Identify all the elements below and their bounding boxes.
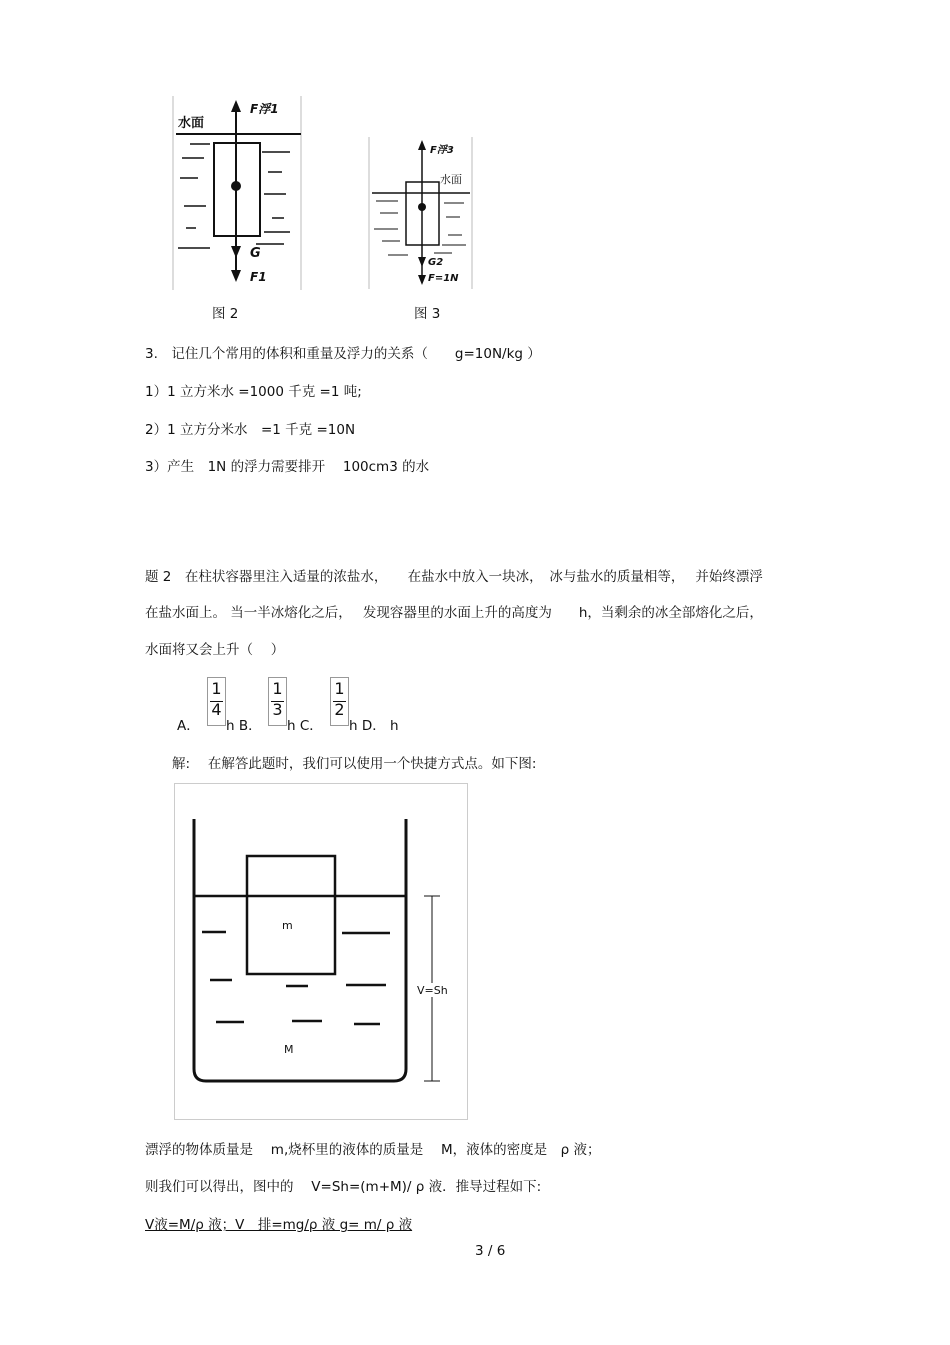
option-d-label: h D． h	[349, 718, 399, 734]
figure-2	[172, 96, 304, 290]
section-heading: 3. 记住几个常用的体积和重量及浮力的关系（ g=10N/kg ）	[145, 346, 541, 362]
gravity-label: G	[250, 246, 261, 261]
derivation-line: V液=M/ρ 液；V 排=mg/ρ 液 g= m/ ρ 液	[145, 1217, 413, 1233]
fraction-one-half: 1 2	[330, 677, 349, 726]
buoyancy-label: F浮1	[250, 102, 279, 116]
option-a-label: A．	[177, 718, 200, 734]
problem-text: 题 2 在柱状容器里注入适量的浓盐水， 在盐水中放入一块冰， 冰与盐水的质量相等， 并始终漂浮	[145, 569, 763, 585]
solution-intro: 解: 在解答此题时，我们可以使用一个快捷方式点。如下图:	[172, 756, 537, 772]
list-item: 2）1 立方分米水 =1 千克 =10N	[145, 422, 356, 438]
page-number: 3 / 6	[475, 1243, 506, 1259]
explanation-line: 则我们可以得出，图中的 V=Sh=(m+M)/ ρ 液．推导过程如下:	[145, 1179, 542, 1195]
water-surface-label: 水面	[440, 173, 462, 186]
force-label: F=1N	[428, 273, 459, 284]
buoyancy-label: F浮3	[430, 145, 454, 156]
force-label: F1	[250, 270, 267, 284]
fraction-one-quarter: 1 4	[207, 677, 226, 726]
beaker-diagram	[174, 783, 468, 1120]
list-item: 1）1 立方米水 =1000 千克 =1 吨;	[145, 384, 362, 400]
gravity-label: G2	[428, 257, 444, 268]
problem-text: 水面将又会上升（ ）	[145, 642, 285, 658]
option-c-label: h C．	[287, 718, 323, 734]
object-mass-label: m	[282, 919, 293, 932]
figure-2-caption: 图 2	[212, 306, 239, 322]
figure-3	[368, 137, 474, 289]
liquid-mass-label: M	[284, 1043, 294, 1056]
option-b-label: h B．	[226, 718, 262, 734]
list-item: 3）产生 1N 的浮力需要排开 100cm3 的水	[145, 459, 430, 475]
figure-3-caption: 图 3	[414, 306, 441, 322]
explanation-line: 漂浮的物体质量是 m,烧杯里的液体的质量是 M，液体的密度是 ρ 液；	[145, 1142, 601, 1158]
volume-label: V=Sh	[417, 984, 448, 997]
problem-text: 在盐水面上。 当一半冰熔化之后， 发现容器里的水面上升的高度为 h，当剩余的冰全部熔化之后，	[145, 605, 763, 621]
fraction-one-third: 1 3	[268, 677, 287, 726]
water-surface-label: 水面	[178, 116, 205, 131]
